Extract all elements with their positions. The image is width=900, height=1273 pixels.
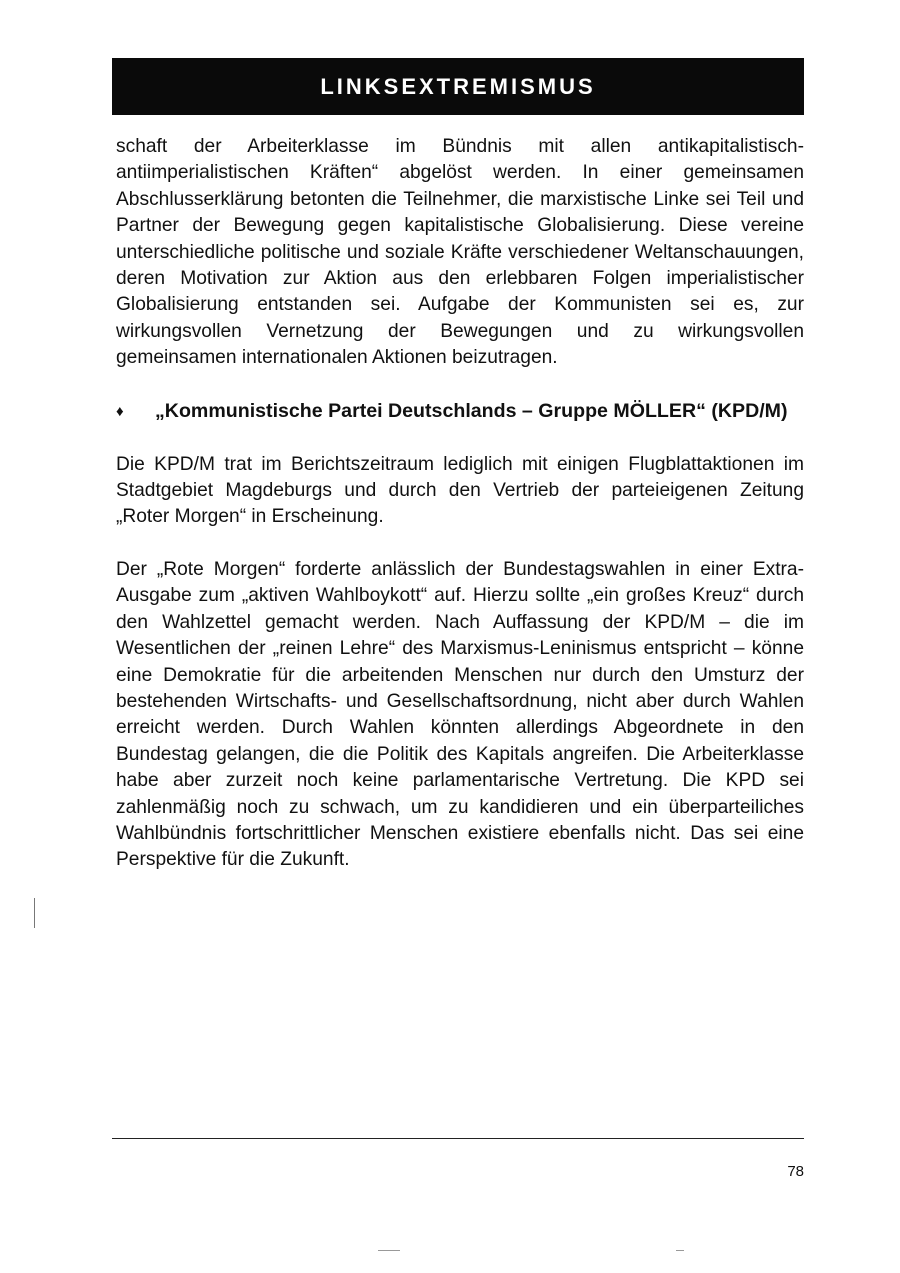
margin-mark: [34, 898, 35, 928]
chapter-header: [112, 58, 804, 115]
body-paragraph: Der „Rote Morgen“ forderte anlässlich der Bundestagswahlen in einer Extra-Ausgabe zum „aktiven Wahlboykott“ auf. Hierzu sollte „ein großes Kreuz“ durch den Wahlzettel gemacht werden. Nach Auffassung der KPD/M – die im Wesentlichen der „reinen Lehre“ des Marxismus-Leninismus entspricht – könne eine Demokratie für die arbeitenden Menschen nur durch den Umsturz der bestehenden Wirtschafts- und Gesellschaftsordnung, nicht aber durch Wahlen erreicht werden. Durch Wahlen könnten allerdings Abgeordnete in den Bundestag gelangen, die die Politik des Kapitals angreifen. Die Arbeiterklasse habe aber zurzeit noch keine parlamentarische Vertretung. Die KPD sei zahlenmäßig noch zu schwach, um zu kandidieren und ein überparteiliches Wahlbündnis fortschrittlicher Menschen existiere ebenfalls nicht. Das sei eine Perspektive für die Zukunft.: [116, 558, 804, 871]
section-heading-text: „Kommunistische Partei Deutschlands – Gruppe MÖLLER“ (KPD/M): [155, 399, 788, 422]
body-paragraph: Die KPD/M trat im Berichtszeitraum lediglich mit einigen Flugblattaktionen im Stadtgebiet Magdeburgs und durch den Vertrieb der parteieigenen Zeitung „Roter Morgen“ in Erscheinung.: [116, 453, 804, 528]
diamond-bullet-icon: ♦: [116, 402, 124, 420]
page-number: 78: [787, 1163, 804, 1180]
chapter-title: LINKSEXTREMISMUS: [320, 73, 596, 99]
section-heading: [116, 398, 804, 425]
footer-rule: [112, 1138, 804, 1139]
scan-artifact: [378, 1250, 400, 1251]
page-body: [116, 134, 804, 874]
scan-artifact: [676, 1250, 684, 1251]
body-paragraph: schaft der Arbeiterklasse im Bündnis mit allen antikapitalistischantiimperialistischen Kräften“ abgelöst werden. In einer gemeinsamen Abschlusserklärung betonten die Teilnehmer, die marxistische Linke sei Teil und Partner der Bewegung gegen kapitalistische Globalisierung. Diese vereine unterschiedliche politische und soziale Kräfte verschiedener Weltanschauungen, deren Motivation zur Aktion aus den erlebbaren Folgen imperialistischer Globalisierung entstanden sei. Aufgabe der Kommunisten sei es, zur wirkungsvollen Vernetzung der Bewegungen und zu wirkungsvollen gemeinsamen internationalen Aktionen beizutragen.: [116, 136, 804, 369]
